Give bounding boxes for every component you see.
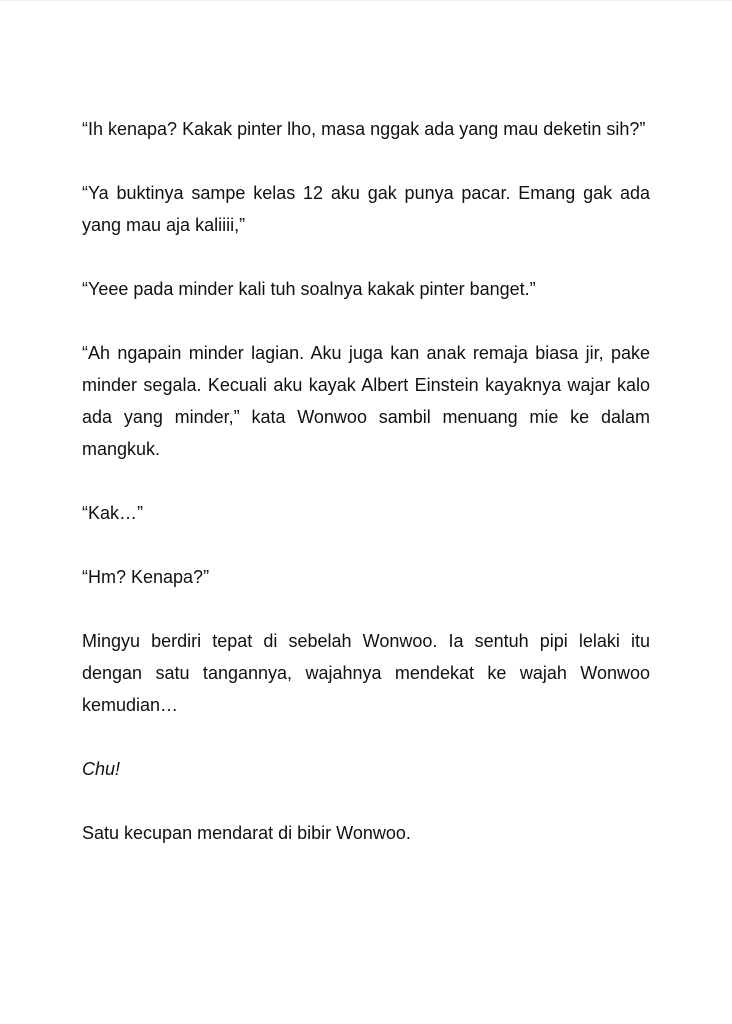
document-body bbox=[82, 113, 650, 881]
paragraph: “Yeee pada minder kali tuh soalnya kakak pinter banget.” bbox=[82, 279, 536, 299]
paragraph: “Ih kenapa? Kakak pinter lho, masa nggak ada yang mau deketin sih?” bbox=[82, 119, 646, 139]
paragraph-italic: Chu! bbox=[82, 759, 121, 779]
paragraph: “Hm? Kenapa?” bbox=[82, 567, 210, 587]
paragraph: “Ah ngapain minder lagian. Aku juga kan anak remaja biasa jir, pake minder segala. Kecuali aku kayak Albert Einstein kayaknya wajar kalo ada yang minder,” kata Wonwoo sambil menuang mie ke dalam mangkuk. bbox=[82, 343, 650, 459]
paragraph: Mingyu berdiri tepat di sebelah Wonwoo. Ia sentuh pipi lelaki itu dengan satu tangannya, wajahnya mendekat ke wajah Wonwoo kemudian… bbox=[82, 631, 650, 715]
paragraph: “Ya buktinya sampe kelas 12 aku gak punya pacar. Emang gak ada yang mau aja kaliiii,” bbox=[82, 183, 650, 235]
paragraph: “Kak…” bbox=[82, 503, 144, 523]
paragraph: Satu kecupan mendarat di bibir Wonwoo. bbox=[82, 823, 411, 843]
